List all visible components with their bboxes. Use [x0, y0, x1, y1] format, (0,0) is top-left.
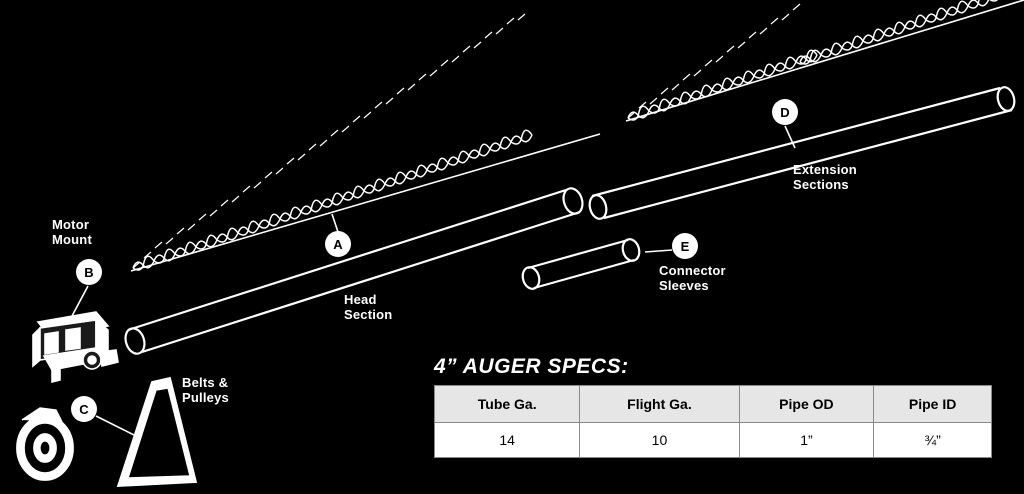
specs-cell-tube-ga: 14 — [435, 423, 580, 458]
specs-col-pipe-id: Pipe ID — [874, 386, 992, 423]
callout-d-label: D — [780, 104, 790, 120]
specs-table-row — [435, 423, 992, 458]
callout-e[interactable] — [672, 233, 698, 259]
label-motor-mount-line1: Motor — [52, 217, 90, 232]
specs-table — [434, 385, 992, 458]
label-motor-mount-line2: Mount — [52, 231, 92, 247]
specs-cell-flight-ga: 10 — [580, 423, 739, 458]
callout-d[interactable] — [772, 99, 798, 125]
callout-b[interactable] — [76, 259, 102, 285]
callout-a-label: A — [333, 236, 343, 252]
label-belts-pulleys — [182, 376, 229, 406]
label-connector-sleeves — [659, 264, 726, 294]
specs-title: 4” AUGER SPECS: — [434, 355, 629, 378]
specs-col-pipe-od: Pipe OD — [739, 386, 874, 423]
label-extension-sections-line2: Sections — [793, 176, 849, 192]
callout-e-label: E — [680, 238, 690, 254]
specs-col-tube-ga: Tube Ga. — [435, 386, 580, 423]
label-extension-sections — [793, 163, 857, 193]
specs-cell-pipe-id: ¾” — [874, 423, 992, 458]
label-belts-pulleys-line1: Belts & — [182, 375, 229, 390]
label-head-section — [344, 293, 392, 323]
specs-header-row — [435, 386, 992, 423]
callout-a[interactable] — [325, 231, 351, 257]
label-extension-sections-line1: Extension — [793, 162, 857, 177]
callout-c-label: C — [79, 401, 89, 417]
label-head-section-line1: Head — [344, 292, 377, 307]
callout-c[interactable] — [71, 396, 97, 422]
label-motor-mount — [52, 218, 92, 248]
label-connector-sleeves-line1: Connector — [659, 263, 726, 278]
label-head-section-line2: Section — [344, 306, 393, 322]
callout-b-label: B — [84, 264, 94, 280]
label-belts-pulleys-line2: Pulleys — [182, 389, 229, 405]
specs-cell-pipe-od: 1” — [739, 423, 874, 458]
label-connector-sleeves-line2: Sleeves — [659, 277, 709, 293]
specs-col-flight-ga: Flight Ga. — [580, 386, 739, 423]
